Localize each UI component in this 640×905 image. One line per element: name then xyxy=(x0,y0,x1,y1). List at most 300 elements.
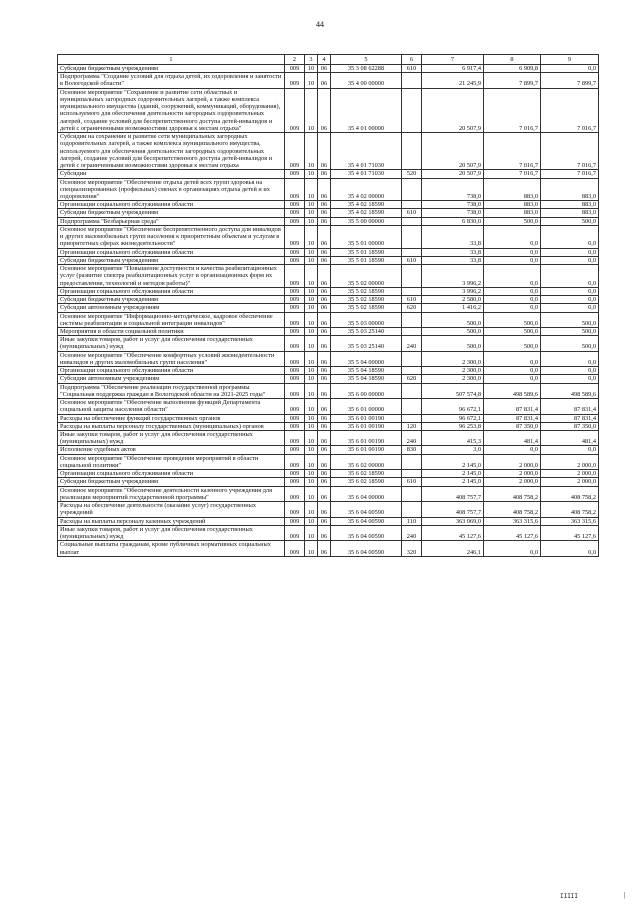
table-row xyxy=(58,431,599,446)
amount-cell: 87 350,0 xyxy=(541,422,599,430)
amount-cell: 33,8 xyxy=(422,225,484,248)
subsection-cell: 06 xyxy=(318,541,331,556)
target-article-cell: 35 5 00 00000 xyxy=(331,217,402,225)
table-row xyxy=(58,178,599,201)
section-cell: 10 xyxy=(305,431,318,446)
section-cell: 10 xyxy=(305,65,318,73)
target-article-cell: 35 5 04 18590 xyxy=(331,367,402,375)
expense-type-cell xyxy=(402,88,422,132)
table-row xyxy=(58,383,599,398)
section-cell: 10 xyxy=(305,178,318,201)
amount-cell: 7 016,7 xyxy=(484,133,541,170)
amount-cell: 87 350,0 xyxy=(484,422,541,430)
row-name-cell: Субсидии бюджетным учреждениям xyxy=(58,256,285,264)
header-cell: 4 xyxy=(318,55,331,65)
expense-type-cell: 610 xyxy=(402,296,422,304)
subsection-cell: 06 xyxy=(318,422,331,430)
amount-cell: 883,0 xyxy=(541,209,599,217)
row-name-cell: Организации социального обслуживания области xyxy=(58,287,285,295)
table-row xyxy=(58,170,599,178)
row-name-cell: Субсидии xyxy=(58,170,285,178)
section-cell: 10 xyxy=(305,209,318,217)
table-row xyxy=(58,209,599,217)
chapter-cell: 009 xyxy=(285,541,305,556)
amount-cell: 87 831,4 xyxy=(484,399,541,414)
amount-cell: 246,1 xyxy=(422,541,484,556)
section-cell: 10 xyxy=(305,375,318,383)
amount-cell: 500,0 xyxy=(541,327,599,335)
amount-cell: 2 580,0 xyxy=(422,296,484,304)
amount-cell: 363 315,6 xyxy=(541,517,599,525)
chapter-cell: 009 xyxy=(285,470,305,478)
chapter-cell: 009 xyxy=(285,170,305,178)
section-cell: 10 xyxy=(305,304,318,312)
amount-cell: 1 416,2 xyxy=(422,304,484,312)
amount-cell: 0,0 xyxy=(541,256,599,264)
chapter-cell: 009 xyxy=(285,201,305,209)
amount-cell: 500,0 xyxy=(484,327,541,335)
amount-cell: 498 589,6 xyxy=(484,383,541,398)
expense-type-cell xyxy=(402,351,422,366)
amount-cell: 96 253,8 xyxy=(422,422,484,430)
header-cell: 6 xyxy=(402,55,422,65)
section-cell: 10 xyxy=(305,256,318,264)
chapter-cell: 009 xyxy=(285,327,305,335)
row-name-cell: Основное мероприятие "Сохранение и развитие сети областных и муниципальных загородных оздоровительных лагерей, а также комплекса муниципального имущества (зданий, сооружений, коммуникаций, оборудования), используемого для обеспечения деятельности загородных оздоровительных лагерей, создание условий для беспрепятственного доступа детей-инвалидов и детей с ограниченными возможностями здоровья к местам отдыха" xyxy=(58,88,285,132)
target-article-cell: 35 6 01 00190 xyxy=(331,422,402,430)
target-article-cell: 35 5 02 18590 xyxy=(331,296,402,304)
amount-cell: 0,0 xyxy=(541,65,599,73)
row-name-cell: Исполнение судебных актов xyxy=(58,446,285,454)
target-article-cell: 35 5 01 00000 xyxy=(331,225,402,248)
amount-cell: 20 507,9 xyxy=(422,170,484,178)
amount-cell: 0,0 xyxy=(541,367,599,375)
target-article-cell: 35 6 04 00590 xyxy=(331,502,402,517)
amount-cell: 0,0 xyxy=(484,296,541,304)
amount-cell: 7 899,7 xyxy=(484,73,541,88)
amount-cell: 0,0 xyxy=(484,446,541,454)
target-article-cell: 35 6 04 00590 xyxy=(331,525,402,540)
section-cell: 10 xyxy=(305,454,318,469)
table-row xyxy=(58,517,599,525)
section-cell: 10 xyxy=(305,133,318,170)
header-cell: 5 xyxy=(331,55,402,65)
section-cell: 10 xyxy=(305,446,318,454)
subsection-cell: 06 xyxy=(318,201,331,209)
expense-type-cell: 240 xyxy=(402,336,422,351)
subsection-cell: 06 xyxy=(318,304,331,312)
chapter-cell: 009 xyxy=(285,446,305,454)
chapter-cell: 009 xyxy=(285,367,305,375)
chapter-cell: 009 xyxy=(285,517,305,525)
amount-cell: 500,0 xyxy=(422,312,484,327)
chapter-cell: 009 xyxy=(285,209,305,217)
section-cell: 10 xyxy=(305,470,318,478)
section-cell: 10 xyxy=(305,414,318,422)
amount-cell: 87 831,4 xyxy=(541,414,599,422)
section-cell: 10 xyxy=(305,517,318,525)
amount-cell: 6 917,4 xyxy=(422,65,484,73)
target-article-cell: 35 5 03 25140 xyxy=(331,336,402,351)
amount-cell: 0,0 xyxy=(484,265,541,288)
chapter-cell: 009 xyxy=(285,73,305,88)
target-article-cell: 35 4 00 00000 xyxy=(331,73,402,88)
section-cell: 10 xyxy=(305,287,318,295)
amount-cell: 96 672,1 xyxy=(422,414,484,422)
expense-type-cell: 520 xyxy=(402,170,422,178)
row-name-cell: Организации социального обслуживания области xyxy=(58,201,285,209)
target-article-cell: 35 6 00 00000 xyxy=(331,383,402,398)
amount-cell: 2 000,0 xyxy=(541,454,599,469)
subsection-cell: 06 xyxy=(318,517,331,525)
amount-cell: 0,0 xyxy=(484,375,541,383)
table-row xyxy=(58,336,599,351)
amount-cell: 7 016,7 xyxy=(541,133,599,170)
amount-cell: 0,0 xyxy=(541,225,599,248)
table-row xyxy=(58,201,599,209)
subsection-cell: 06 xyxy=(318,225,331,248)
row-name-cell: Субсидии бюджетным учреждениям xyxy=(58,209,285,217)
expense-type-cell xyxy=(402,414,422,422)
page-number: 44 xyxy=(316,20,324,29)
row-name-cell: Основное мероприятие "Обеспечение деятельности казенного учреждения для реализации мероприятий государственной программы" xyxy=(58,486,285,501)
amount-cell: 45 127,6 xyxy=(541,525,599,540)
subsection-cell: 06 xyxy=(318,470,331,478)
expense-type-cell xyxy=(402,399,422,414)
expense-type-cell: 830 xyxy=(402,446,422,454)
target-article-cell: 35 6 04 00000 xyxy=(331,486,402,501)
expense-type-cell: 610 xyxy=(402,256,422,264)
row-name-cell: Основное мероприятие "Обеспечение проведения мероприятий в области социальной политики" xyxy=(58,454,285,469)
target-article-cell: 35 6 02 18590 xyxy=(331,470,402,478)
row-name-cell: Расходы на выплаты персоналу государственных (муниципальных) органов xyxy=(58,422,285,430)
table-row xyxy=(58,454,599,469)
subsection-cell: 06 xyxy=(318,454,331,469)
row-name-cell: Субсидии бюджетным учреждениям xyxy=(58,478,285,486)
expense-type-cell xyxy=(402,287,422,295)
amount-cell: 883,0 xyxy=(484,209,541,217)
section-cell: 10 xyxy=(305,541,318,556)
section-cell: 10 xyxy=(305,502,318,517)
row-name-cell: Организации социального обслуживания области xyxy=(58,367,285,375)
subsection-cell: 06 xyxy=(318,351,331,366)
row-name-cell: Основное мероприятие "Повышение доступности и качества реабилитационных услуг (развитие спектра реабилитационных услуг и организационных форм их предоставления, технологий и методов работы)" xyxy=(58,265,285,288)
subsection-cell: 06 xyxy=(318,414,331,422)
amount-cell: 363 069,0 xyxy=(422,517,484,525)
amount-cell: 498 589,6 xyxy=(541,383,599,398)
target-article-cell: 35 6 02 18590 xyxy=(331,478,402,486)
subsection-cell: 06 xyxy=(318,336,331,351)
amount-cell: 6 909,8 xyxy=(484,65,541,73)
row-name-cell: Организации социального обслуживания области xyxy=(58,248,285,256)
table-row xyxy=(58,296,599,304)
expense-type-cell xyxy=(402,383,422,398)
row-name-cell: Подпрограмма "Создание условий для отдыха детей, их оздоровления и занятости в Вологодской области" xyxy=(58,73,285,88)
amount-cell: 500,0 xyxy=(422,336,484,351)
chapter-cell: 009 xyxy=(285,88,305,132)
amount-cell: 33,8 xyxy=(422,248,484,256)
header-cell: 8 xyxy=(484,55,541,65)
section-cell: 10 xyxy=(305,170,318,178)
amount-cell: 0,0 xyxy=(484,256,541,264)
target-article-cell: 35 4 01 71030 xyxy=(331,133,402,170)
amount-cell: 20 507,9 xyxy=(422,88,484,132)
amount-cell: 883,0 xyxy=(541,201,599,209)
target-article-cell: 35 6 04 00590 xyxy=(331,517,402,525)
amount-cell: 500,0 xyxy=(541,336,599,351)
target-article-cell: 35 4 01 00000 xyxy=(331,88,402,132)
amount-cell: 738,0 xyxy=(422,201,484,209)
row-name-cell: Основное мероприятие "Обеспечение комфортных условий жизнедеятельности инвалидов и других маломобильных групп населения" xyxy=(58,351,285,366)
target-article-cell: 35 5 04 18590 xyxy=(331,375,402,383)
chapter-cell: 009 xyxy=(285,431,305,446)
target-article-cell: 35 5 02 00000 xyxy=(331,265,402,288)
amount-cell: 2 000,0 xyxy=(484,454,541,469)
table-row xyxy=(58,312,599,327)
section-cell: 10 xyxy=(305,486,318,501)
section-cell: 10 xyxy=(305,88,318,132)
section-cell: 10 xyxy=(305,351,318,366)
row-name-cell: Основное мероприятие "Обеспечение беспрепятственного доступа для инвалидов и других маломобильных групп населения к приоритетным объектам и услугам в приоритетных сферах жизнедеятельности" xyxy=(58,225,285,248)
amount-cell: 7 899,7 xyxy=(541,73,599,88)
expense-type-cell: 610 xyxy=(402,65,422,73)
amount-cell: 0,0 xyxy=(541,541,599,556)
target-article-cell: 35 6 01 00190 xyxy=(331,446,402,454)
subsection-cell: 06 xyxy=(318,375,331,383)
subsection-cell: 06 xyxy=(318,133,331,170)
chapter-cell: 009 xyxy=(285,225,305,248)
chapter-cell: 009 xyxy=(285,65,305,73)
subsection-cell: 06 xyxy=(318,217,331,225)
target-article-cell: 35 6 01 00190 xyxy=(331,431,402,446)
table-row xyxy=(58,470,599,478)
amount-cell: 0,0 xyxy=(541,304,599,312)
amount-cell: 96 672,1 xyxy=(422,399,484,414)
table-row xyxy=(58,65,599,73)
section-cell: 10 xyxy=(305,265,318,288)
chapter-cell: 009 xyxy=(285,217,305,225)
amount-cell: 2 145,0 xyxy=(422,478,484,486)
target-article-cell: 35 6 04 00590 xyxy=(331,541,402,556)
amount-cell: 481,4 xyxy=(541,431,599,446)
amount-cell: 500,0 xyxy=(541,312,599,327)
target-article-cell: 35 6 02 00000 xyxy=(331,454,402,469)
amount-cell: 0,0 xyxy=(541,248,599,256)
expense-type-cell: 240 xyxy=(402,525,422,540)
chapter-cell: 009 xyxy=(285,525,305,540)
table-row xyxy=(58,525,599,540)
table-row xyxy=(58,367,599,375)
row-name-cell: Основное мероприятие "Информационно-методическое, кадровое обеспечение системы реабилитации и социальной интеграции инвалидов" xyxy=(58,312,285,327)
chapter-cell: 009 xyxy=(285,312,305,327)
expense-type-cell xyxy=(402,133,422,170)
amount-cell: 408 758,2 xyxy=(541,502,599,517)
row-name-cell: Субсидии бюджетным учреждениям xyxy=(58,296,285,304)
amount-cell: 500,0 xyxy=(484,217,541,225)
expense-type-cell xyxy=(402,73,422,88)
subsection-cell: 06 xyxy=(318,478,331,486)
chapter-cell: 009 xyxy=(285,287,305,295)
chapter-cell: 009 xyxy=(285,256,305,264)
expense-type-cell xyxy=(402,312,422,327)
amount-cell: 0,0 xyxy=(484,351,541,366)
subsection-cell: 06 xyxy=(318,170,331,178)
table-row xyxy=(58,287,599,295)
amount-cell: 408 758,2 xyxy=(484,486,541,501)
budget-table xyxy=(57,54,599,557)
target-article-cell: 35 6 01 00190 xyxy=(331,414,402,422)
section-cell: 10 xyxy=(305,312,318,327)
amount-cell: 415,3 xyxy=(422,431,484,446)
edge-mark: | xyxy=(624,891,626,899)
amount-cell: 0,0 xyxy=(541,351,599,366)
table-row xyxy=(58,478,599,486)
amount-cell: 2 145,0 xyxy=(422,470,484,478)
expense-type-cell: 610 xyxy=(402,209,422,217)
subsection-cell: 06 xyxy=(318,383,331,398)
table-row xyxy=(58,256,599,264)
target-article-cell: 35 5 03 25140 xyxy=(331,327,402,335)
target-article-cell: 35 6 01 00000 xyxy=(331,399,402,414)
chapter-cell: 009 xyxy=(285,454,305,469)
amount-cell: 20 507,9 xyxy=(422,133,484,170)
amount-cell: 500,0 xyxy=(484,312,541,327)
amount-cell: 408 757,7 xyxy=(422,502,484,517)
table-row xyxy=(58,265,599,288)
row-name-cell: Субсидии автономным учреждениям xyxy=(58,375,285,383)
section-cell: 10 xyxy=(305,73,318,88)
table-row xyxy=(58,248,599,256)
expense-type-cell xyxy=(402,225,422,248)
chapter-cell: 009 xyxy=(285,486,305,501)
expense-type-cell: 620 xyxy=(402,304,422,312)
row-name-cell: Расходы на обеспечение деятельности (оказание услуг) государственных учреждений xyxy=(58,502,285,517)
subsection-cell: 06 xyxy=(318,209,331,217)
amount-cell: 0,0 xyxy=(484,287,541,295)
section-cell: 10 xyxy=(305,248,318,256)
chapter-cell: 009 xyxy=(285,296,305,304)
amount-cell: 0,0 xyxy=(541,446,599,454)
row-name-cell: Иные закупки товаров, работ и услуг для обеспечения государственных (муниципальных) нужд xyxy=(58,525,285,540)
target-article-cell: 35 5 02 18590 xyxy=(331,304,402,312)
amount-cell: 3 996,2 xyxy=(422,265,484,288)
chapter-cell: 009 xyxy=(285,478,305,486)
section-cell: 10 xyxy=(305,296,318,304)
table-row xyxy=(58,304,599,312)
subsection-cell: 06 xyxy=(318,502,331,517)
subsection-cell: 06 xyxy=(318,88,331,132)
expense-type-cell: 610 xyxy=(402,478,422,486)
target-article-cell: 35 4 02 18590 xyxy=(331,209,402,217)
section-cell: 10 xyxy=(305,525,318,540)
amount-cell: 883,0 xyxy=(484,178,541,201)
table-row xyxy=(58,375,599,383)
amount-cell: 507 574,8 xyxy=(422,383,484,398)
amount-cell: 0,0 xyxy=(484,225,541,248)
chapter-cell: 009 xyxy=(285,414,305,422)
amount-cell: 21 245,9 xyxy=(422,73,484,88)
table-row xyxy=(58,399,599,414)
section-cell: 10 xyxy=(305,336,318,351)
subsection-cell: 06 xyxy=(318,287,331,295)
chapter-cell: 009 xyxy=(285,336,305,351)
amount-cell: 0,0 xyxy=(484,248,541,256)
row-name-cell: Социальные выплаты гражданам, кроме публичных нормативных социальных выплат xyxy=(58,541,285,556)
amount-cell: 3 996,2 xyxy=(422,287,484,295)
table-header-row xyxy=(58,55,599,65)
target-article-cell: 35 5 03 00000 xyxy=(331,312,402,327)
expense-type-cell xyxy=(402,265,422,288)
row-name-cell: Основное мероприятие "Обеспечение выполнения функций Департамента социальной защиты населения области" xyxy=(58,399,285,414)
section-cell: 10 xyxy=(305,225,318,248)
target-article-cell: 35 4 01 71030 xyxy=(331,170,402,178)
amount-cell: 2 000,0 xyxy=(484,478,541,486)
subsection-cell: 06 xyxy=(318,265,331,288)
chapter-cell: 009 xyxy=(285,248,305,256)
chapter-cell: 009 xyxy=(285,375,305,383)
section-cell: 10 xyxy=(305,399,318,414)
subsection-cell: 06 xyxy=(318,296,331,304)
table-row xyxy=(58,486,599,501)
expense-type-cell: 620 xyxy=(402,375,422,383)
amount-cell: 0,0 xyxy=(541,287,599,295)
amount-cell: 45 127,6 xyxy=(484,525,541,540)
subsection-cell: 06 xyxy=(318,399,331,414)
table-row xyxy=(58,88,599,132)
table-row xyxy=(58,133,599,170)
expense-type-cell: 240 xyxy=(402,431,422,446)
expense-type-cell xyxy=(402,217,422,225)
chapter-cell: 009 xyxy=(285,304,305,312)
amount-cell: 481,4 xyxy=(484,431,541,446)
chapter-cell: 009 xyxy=(285,502,305,517)
amount-cell: 2 300,0 xyxy=(422,351,484,366)
section-cell: 10 xyxy=(305,383,318,398)
chapter-cell: 009 xyxy=(285,265,305,288)
subsection-cell: 06 xyxy=(318,431,331,446)
row-name-cell: Субсидии бюджетным учреждениям xyxy=(58,65,285,73)
amount-cell: 2 300,0 xyxy=(422,375,484,383)
amount-cell: 363 315,6 xyxy=(484,517,541,525)
amount-cell: 500,0 xyxy=(484,336,541,351)
row-name-cell: Расходы на выплаты персоналу казенных учреждений xyxy=(58,517,285,525)
table-row xyxy=(58,225,599,248)
target-article-cell: 35 5 01 18590 xyxy=(331,248,402,256)
target-article-cell: 35 5 02 18590 xyxy=(331,287,402,295)
row-name-cell: Субсидии на сохранение и развитие сети муниципальных загородных оздоровительных лагерей, а также комплекса муниципального имущества, используемого для обеспечения деятельности загородных оздоровительных лагерей, создание условий для беспрепятственного доступа детей-инвалидов и детей с ограниченными возможностями здоровья к местам отдыха xyxy=(58,133,285,170)
amount-cell: 87 831,4 xyxy=(541,399,599,414)
row-name-cell: Подпрограмма "Обеспечение реализации государственной программы "Социальная поддержка граждан в Вологодской области на 2021-2025 годы" xyxy=(58,383,285,398)
amount-cell: 408 758,2 xyxy=(484,502,541,517)
amount-cell: 408 757,7 xyxy=(422,486,484,501)
section-cell: 10 xyxy=(305,478,318,486)
expense-type-cell xyxy=(402,502,422,517)
expense-type-cell: 320 xyxy=(402,541,422,556)
subsection-cell: 06 xyxy=(318,256,331,264)
expense-type-cell xyxy=(402,201,422,209)
expense-type-cell xyxy=(402,327,422,335)
amount-cell: 0,0 xyxy=(541,375,599,383)
amount-cell: 408 758,2 xyxy=(541,486,599,501)
amount-cell: 7 016,7 xyxy=(541,170,599,178)
subsection-cell: 06 xyxy=(318,446,331,454)
chapter-cell: 009 xyxy=(285,422,305,430)
amount-cell: 0,0 xyxy=(541,265,599,288)
subsection-cell: 06 xyxy=(318,367,331,375)
amount-cell: 45 127,6 xyxy=(422,525,484,540)
expense-type-cell xyxy=(402,470,422,478)
expense-type-cell xyxy=(402,178,422,201)
